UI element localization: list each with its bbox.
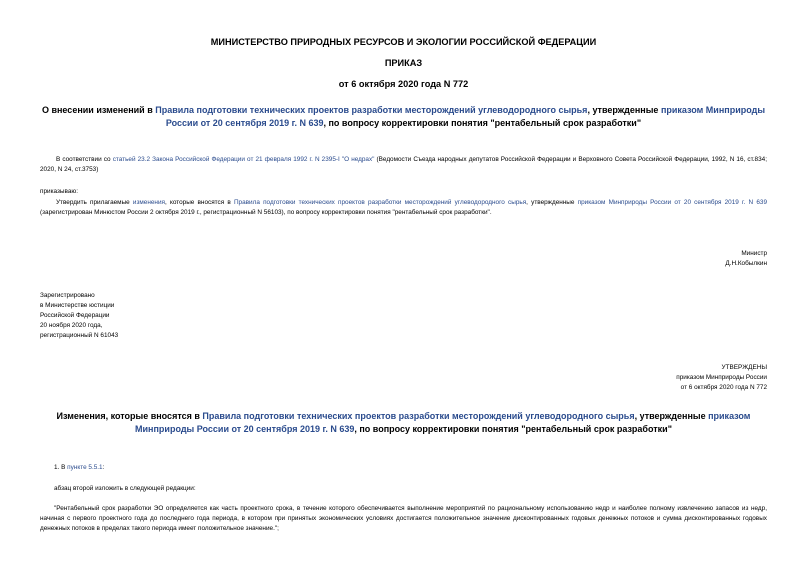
order-639-link-3[interactable]: приказом Минприроды России от 20 сентября 2019 г. N 639 xyxy=(135,411,751,434)
approve-paragraph xyxy=(40,198,767,218)
order-title-text-3: , по вопросу корректировки понятия "рентабельный срок разработки" xyxy=(323,118,642,128)
approve-text-2: , которые вносятся в xyxy=(165,199,234,206)
changes-link[interactable]: изменения xyxy=(132,199,165,206)
signature-position: Министр xyxy=(741,250,767,257)
changes-title-text-2: , утвержденные xyxy=(634,411,709,421)
preamble-text-2: (Ведомости Съезда народных депутатов Российской Федерации и Верховного Совета Российской Федерации, 1992, N 16, ст.834; 2020, N 24, ст.3753) xyxy=(40,156,767,173)
order-title-text-2: , утвержденные xyxy=(587,105,661,115)
order-639-link-2[interactable]: приказом Минприроды России от 20 сентября 2019 г. N 639 xyxy=(577,199,767,206)
registration-line-4: 20 ноября 2020 года, xyxy=(40,322,103,329)
registration-line-5: регистрационный N 61043 xyxy=(40,332,119,339)
rules-link[interactable]: Правила подготовки технических проектов разработки месторождений углеводородного сырья xyxy=(155,105,588,115)
registration-line-1: Зарегистрировано xyxy=(40,292,95,299)
order-title-text-1: О внесении изменений в xyxy=(41,105,156,115)
ministry-heading: МИНИСТЕРСТВО ПРИРОДНЫХ РЕСУРСОВ И ЭКОЛОГИИ РОССИЙСКОЙ ФЕДЕРАЦИИ xyxy=(210,37,597,47)
rules-link-2[interactable]: Правила подготовки технических проектов разработки месторождений углеводородного сырья xyxy=(233,199,527,206)
approve-text-4: (зарегистрирован Минюстом России 2 октября 2019 г., регистрационный N 56103), по вопросу корректировки понятия "рентабельный срок разработки". xyxy=(40,209,492,216)
item-1 xyxy=(54,463,104,473)
approved-line-3: от 6 октября 2020 года N 772 xyxy=(680,384,767,391)
order-639-link[interactable]: приказом Минприроды России от 20 сентября 2019 г. N 639 xyxy=(165,105,766,128)
paragraph-instruction: абзац второй изложить в следующей редакции: xyxy=(54,485,196,492)
clause-5-5-1-link[interactable]: пункте 5.5.1 xyxy=(67,464,103,471)
approved-line-2: приказом Минприроды России xyxy=(676,374,767,381)
changes-title-text-3: , по вопросу корректировки понятия "рентабельный срок разработки" xyxy=(354,424,672,434)
approve-text-3: , утвержденные xyxy=(526,199,578,206)
order-title xyxy=(40,104,767,130)
law-article-link[interactable]: статьей 23.2 Закона Российской Федерации от 21 февраля 1992 г. N 2395-I "О недрах" xyxy=(112,156,375,163)
registration-line-3: Российской Федерации xyxy=(40,312,110,319)
order-date-number: от 6 октября 2020 года N 772 xyxy=(338,79,469,89)
signature-name: Д.Н.Кобылкин xyxy=(725,260,767,267)
preamble-text-1: В соответствии со xyxy=(56,156,113,163)
approve-text-1: Утвердить прилагаемые xyxy=(56,199,133,206)
registration-line-2: в Министерстве юстиции xyxy=(40,302,115,309)
doc-type-heading: ПРИКАЗ xyxy=(384,58,423,68)
rules-link-3[interactable]: Правила подготовки технических проектов разработки месторождений углеводородного сырья xyxy=(202,411,635,421)
item-1-text-2: : xyxy=(102,464,105,471)
changes-title-text-1: Изменения, которые вносятся в xyxy=(56,411,203,421)
order-word: приказываю: xyxy=(40,188,78,195)
changes-title xyxy=(40,410,767,436)
approved-line-1: УТВЕРЖДЕНЫ xyxy=(721,364,767,371)
quoted-definition: "Рентабельный срок разработки ЭО определяется как часть проектного срока, в течение которого обеспечивается выполнение мероприятий по рациональному использованию недр и наиболее полному извлечению запасов из недр, начиная с первого проектного года до последнего года периода, в котором при принятых экономических условиях достигается положительное значение дисконтированных годовых денежных потоков и сумма дисконтированных годовых денежных потоков в пределах такого периода имеет положительное значение."; xyxy=(40,505,767,532)
preamble-paragraph xyxy=(40,155,767,175)
item-1-text-1: 1. В xyxy=(54,464,68,471)
